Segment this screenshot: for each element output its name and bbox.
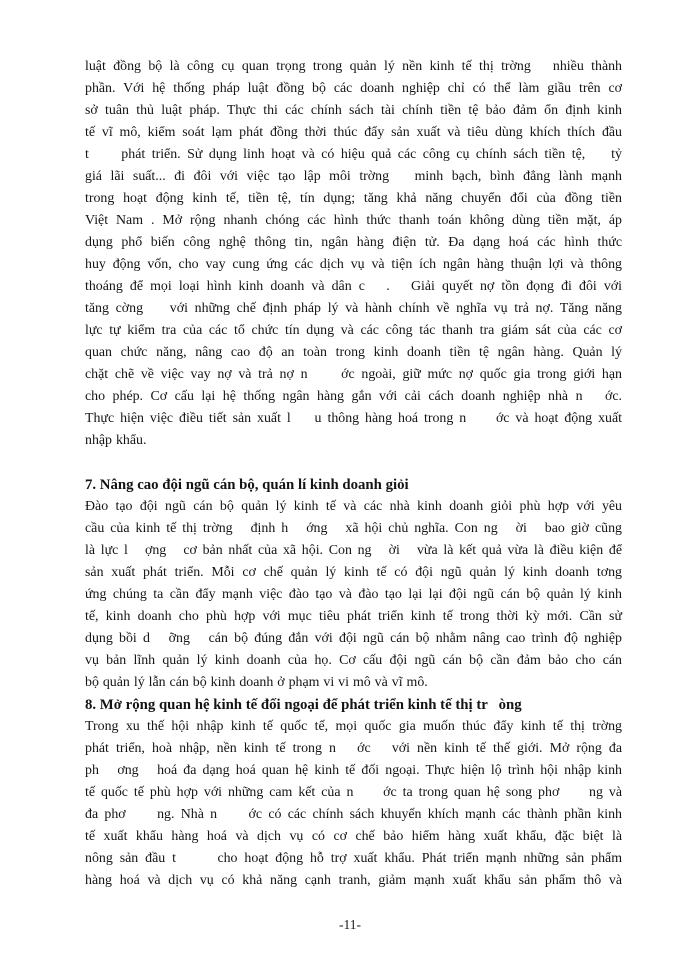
page-number: -11-	[339, 917, 361, 932]
text-line: giá lãi suất... đi đôi với việc tạo lập môi trờng minh bạch, bình đẳng lành mạnh	[85, 169, 622, 184]
text-line: chặt chẽ về việc vay nợ và trả nợ n ớc ngoài, giữ mức nợ quốc gia trong giới hạn	[85, 367, 622, 382]
text-line: là lực l ợng cơ bản nhất của xã hội. Con ng ời vừa là kết quả vừa là điều kiện để	[85, 543, 622, 558]
text-line: tế quốc tế phù hợp với những cam kết của n ớc ta trong quan hệ song phơ ng và	[85, 785, 622, 800]
text-line: huy động vốn, cho vay cung ứng các dịch vụ và tiện ích ngân hàng thuận lợi và thông	[85, 257, 622, 272]
text-line: bộ quản lý lẫn cán bộ kinh doanh ở phạm vi vi mô và vĩ mô.	[85, 675, 428, 690]
text-line: dụng phổ biến công nghệ thông tin, ngân hàng điện tử. Đa dạng hoá các hình thức	[85, 235, 622, 250]
section-heading: 7. Nâng cao đội ngũ cán bộ, quán lí kinh doanh giỏi	[85, 477, 409, 493]
text-line: Thực hiện việc điều tiết sản xuất l u thông hàng hoá trong n ớc và hoạt động xuất	[85, 411, 622, 426]
text-line: sở tuân thủ luật pháp. Thực thi các chính sách tài chính tiền tệ bảo đảm ổn định kinh	[85, 103, 622, 118]
text-line: cho phép. Cơ cấu lại hệ thống ngân hàng gắn với cải cách doanh nghiệp nhà n ớc.	[85, 389, 622, 404]
text-line: t phát triển. Sử dụng linh hoạt và có hiệu quả các công cụ chính sách tiền tệ, tỷ	[85, 147, 622, 162]
text-line: thoáng để mọi loại hình kinh doanh và dân c . Giải quyết nợ tồn đọng đi đôi với	[85, 279, 622, 294]
text-line: quan chức năng, nâng cao độ an toàn trong kinh doanh tiền tệ ngân hàng. Quản lý	[85, 345, 622, 360]
text-line: ứng chúng ta cần đẩy mạnh việc đào tạo và đào tạo lại lại đội ngũ cán bộ quản lý kinh	[85, 587, 622, 602]
text-line: Đào tạo đội ngũ cán bộ quản lý kinh tế và các nhà kinh doanh giỏi phù hợp với yêu	[85, 499, 622, 514]
text-line: ph ơng hoá đa dạng hoá quan hệ kinh tế đối ngoại. Thực hiện lộ trình hội nhập kinh	[85, 763, 622, 778]
text-line: phát triển, hoà nhập, nền kinh tế trong n ớc với nền kinh tế thế giới. Mở rộng đa	[85, 741, 622, 756]
text-line: cầu của kinh tế thị trờng định h ớng xã hội chủ nghĩa. Con ng ời bao giờ cũng	[85, 521, 622, 536]
text-line: Việt Nam . Mở rộng nhanh chóng các hình thức thanh toán không dùng tiền mặt, áp	[85, 213, 622, 228]
text-line: sản xuất phát triển. Mỗi cơ chế quản lý kinh tế có đội ngũ quản lý kinh doanh tơng	[85, 565, 622, 580]
text-line: tăng cờng với những chế định pháp lý và hành chính về nghĩa vụ trả nợ. Tăng năng	[85, 301, 622, 316]
text-line: Trong xu thế hội nhập kinh tế quốc tế, mọi quốc gia muốn thúc đẩy kinh tế thị trờng	[85, 719, 622, 734]
text-line: phần. Với hệ thống pháp luật đồng bộ các doanh nghiệp chỉ có thể làm giầu trên cơ	[85, 81, 622, 96]
section-heading: 8. Mở rộng quan hệ kinh tế đối ngoại để phát triển kinh tế thị tr òng	[85, 697, 522, 713]
text-line: dụng bồi d ỡng cán bộ đúng đắn với đội ngũ cán bộ nhằm nâng cao trình độ nghiệp	[85, 631, 622, 646]
text-line: hàng hoá và dịch vụ có khả năng cạnh tranh, giảm mạnh xuất khẩu sản phẩm thô và	[85, 873, 622, 888]
text-line: trong hoạt động kinh tế, tiền tệ, tín dụng; tăng khả năng chuyển đổi của đồng tiền	[85, 191, 622, 206]
text-line: luật đồng bộ là công cụ quan trọng trong quản lý nền kinh tế thị trờng nhiều thành	[85, 59, 622, 74]
text-line: vụ bản lĩnh quản lý kinh doanh của họ. Cơ cấu đội ngũ cán bộ cần đảm bảo cho cán	[85, 653, 622, 668]
text-line: lực tự kiểm tra của các tổ chức tín dụng và các công tác thanh tra giám sát của các cơ	[85, 323, 622, 338]
text-line: tế vĩ mô, kiểm soát lạm phát đồng thời thúc đẩy sản xuất và tiêu dùng khích thích đầu	[85, 125, 622, 140]
blank-line	[85, 452, 622, 474]
text-line: tế, kinh doanh cho phù hợp với mục tiêu phát triển kinh tế trong thời kỳ mới. Cần sử	[85, 609, 622, 624]
text-line: nhập khẩu.	[85, 433, 147, 448]
document-body	[85, 56, 622, 892]
text-line: tế xuất khẩu hàng hoá và dịch vụ có cơ chế bảo hiểm hàng xuất khẩu, đặc biệt là	[85, 829, 622, 844]
text-line: nông sản đầu t cho hoạt động hỗ trợ xuất khẩu. Phát triển mạnh những sản phẩm	[85, 851, 622, 866]
text-line: đa phơ ng. Nhà n ớc có các chính sách khuyến khích mạnh các thành phần kinh	[85, 807, 622, 822]
